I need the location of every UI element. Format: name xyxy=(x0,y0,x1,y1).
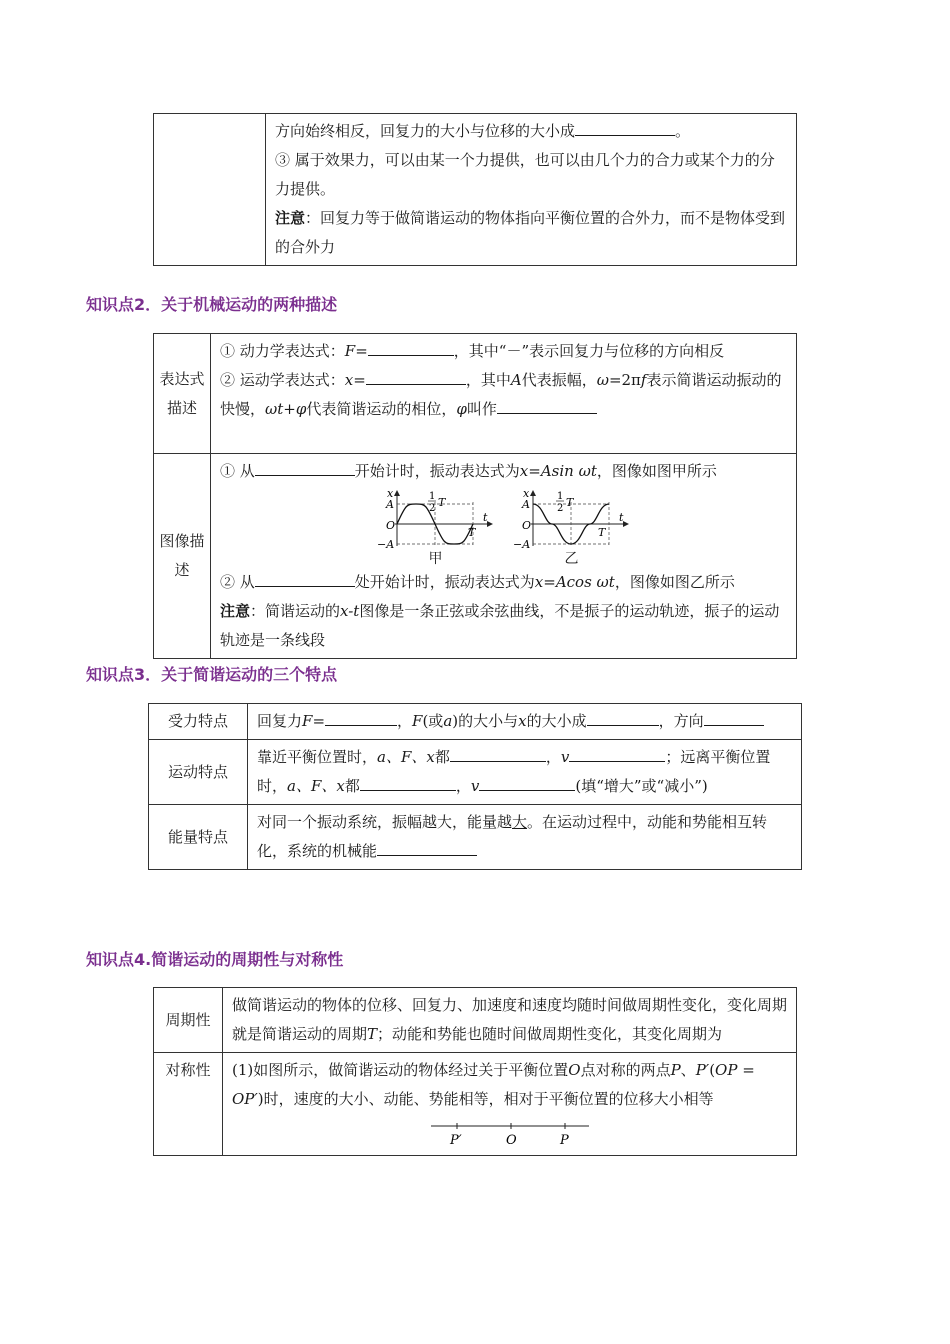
sin-expression: x=Asin ωt xyxy=(519,462,597,480)
kin-text: 叫作 xyxy=(466,400,497,418)
graph-yi xyxy=(513,488,631,568)
period-head xyxy=(154,988,223,1053)
kin-text: 表示简谐运动振动的快慢， xyxy=(220,371,782,418)
blank[interactable] xyxy=(368,339,454,356)
var-O: O xyxy=(568,1061,581,1079)
blank[interactable] xyxy=(255,570,355,587)
half-den: 2 xyxy=(428,503,435,514)
cos-expression: x=Acos ωt xyxy=(534,573,615,591)
note-text: 图像是一条正弦或余弦曲线，不是振子的运动轨迹，振子的运动轨迹是一条线段 xyxy=(220,602,780,649)
var-x: x xyxy=(344,371,354,389)
point-P: P xyxy=(559,1133,569,1148)
graph-line2: ② 从 xyxy=(220,573,255,591)
var-F: F xyxy=(344,342,356,360)
graph-line2: ，图像如图乙所示 xyxy=(614,573,735,591)
axis-t-label: t xyxy=(482,511,487,524)
graph-line1: ，图像如图甲所示 xyxy=(596,462,717,480)
var-v: v xyxy=(560,748,570,766)
caption-yi: 乙 xyxy=(564,551,579,567)
motion-text: ， xyxy=(455,777,471,795)
motion-head-label: 运动特点 xyxy=(167,762,228,781)
expression-head-label: 表达式描述 xyxy=(159,369,205,417)
eq-sign: = xyxy=(312,712,326,730)
symmetry-head xyxy=(154,1053,223,1156)
blank[interactable] xyxy=(360,774,456,791)
force-text: ，方向 xyxy=(658,712,704,730)
axis-t-label: t xyxy=(618,511,623,524)
force-text: ， xyxy=(397,712,413,730)
origin-label: O xyxy=(385,519,395,532)
motion-text: 都 xyxy=(344,777,360,795)
motion-head xyxy=(149,740,248,805)
var-phase: ωt+φ xyxy=(265,400,307,418)
var-v: v xyxy=(470,777,480,795)
blank[interactable] xyxy=(575,119,675,136)
force-text: (或 xyxy=(422,712,444,730)
graph-pair xyxy=(220,488,787,568)
caption-jia: 甲 xyxy=(428,551,443,567)
symmetry-text: (1)如图所示，做简谐运动的物体经过关于平衡位置 xyxy=(232,1061,569,1079)
top-table-head-cell xyxy=(154,114,266,266)
force-text: 的大小成 xyxy=(526,712,587,730)
amp-label: A xyxy=(385,498,394,511)
force-content xyxy=(248,704,802,740)
point-P-prime: P′ xyxy=(449,1133,462,1148)
section3-heading: 知识点3．关于简谐运动的三个特点 xyxy=(86,665,338,684)
expression-head xyxy=(154,334,211,454)
blank[interactable] xyxy=(450,745,546,762)
half-T: T xyxy=(565,496,573,509)
var-T: T xyxy=(367,1025,378,1043)
top-line1-end: 。 xyxy=(675,122,691,140)
axis-x-label: x xyxy=(522,488,529,500)
var-P-prime: P′ xyxy=(695,1061,710,1079)
period-text: 做简谐运动的物体的位移、回复力、加速度和速度均随时间做周期性变化，变化周期就是简谐运动的周期 xyxy=(232,996,788,1043)
kin-text: ，其中 xyxy=(465,371,511,389)
force-text: 回复力 xyxy=(257,712,303,730)
kin-text: 代表振幅， xyxy=(521,371,597,389)
energy-text: 。在运动过程中，动能和势能相互转化，系统的机械能 xyxy=(257,813,768,860)
symmetry-equation: OP = OP′ xyxy=(232,1061,755,1108)
blank[interactable] xyxy=(497,397,597,414)
vars: a、F、x xyxy=(287,777,345,795)
blank[interactable] xyxy=(325,709,397,726)
note-label: 注意 xyxy=(275,209,306,227)
motion-text: 都 xyxy=(434,748,450,766)
graph-jia xyxy=(377,488,495,568)
motion-text: ， xyxy=(545,748,561,766)
blank[interactable] xyxy=(366,368,466,385)
period-head-label: 周期性 xyxy=(165,1010,211,1029)
amp-label: A xyxy=(521,498,530,511)
graph-line1: ① 从 xyxy=(220,462,255,480)
period-text: ；动能和势能也随时间做周期性变化，其变化周期为 xyxy=(377,1025,723,1043)
kin-text: 代表简谐运动的相位， xyxy=(306,400,457,418)
motion-content xyxy=(248,740,802,805)
origin-label: O xyxy=(521,519,531,532)
blank[interactable] xyxy=(587,709,659,726)
section2-table xyxy=(153,333,797,659)
vars: a、F、x xyxy=(377,748,435,766)
var-phi: φ xyxy=(456,400,467,418)
blank[interactable] xyxy=(704,709,764,726)
section4-table xyxy=(153,987,797,1156)
half-T: T xyxy=(437,496,445,509)
var-A: A xyxy=(510,371,522,389)
var-P: P xyxy=(670,1061,681,1079)
top-item3: ③ 属于效果力，可以由某一个力提供，也可以由几个力的合力或某个力的分力提供。 xyxy=(275,151,775,198)
energy-underlined: 大 xyxy=(512,813,528,831)
symmetry-text: 、 xyxy=(680,1061,696,1079)
dyn-label: ① 动力学表达式： xyxy=(220,342,345,360)
expression-content xyxy=(211,334,797,454)
symmetry-text: 点对称的两点 xyxy=(580,1061,671,1079)
section4-heading: 知识点4.简谐运动的周期性与对称性 xyxy=(86,950,344,969)
var-f: f xyxy=(640,371,647,389)
symmetry-text: )时，速度的大小、动能、势能相等，相对于平衡位置的位移大小相等 xyxy=(257,1090,714,1108)
force-head xyxy=(149,704,248,740)
var-a: a xyxy=(443,712,453,730)
force-head-label: 受力特点 xyxy=(167,712,228,730)
note-text: ：回复力等于做简谐运动的物体指向平衡位置的合外力，而不是物体受到的合外力 xyxy=(275,209,786,256)
point-O: O xyxy=(505,1133,517,1148)
graph-content xyxy=(211,454,797,659)
section2-heading: 知识点2．关于机械运动的两种描述 xyxy=(86,295,338,314)
top-table-content-cell xyxy=(266,114,797,266)
section3-table xyxy=(148,703,802,870)
eq-sign: = xyxy=(355,342,368,360)
energy-head xyxy=(149,805,248,870)
var-F: F xyxy=(412,712,423,730)
symmetry-figure xyxy=(232,1114,787,1152)
half-den: 2 xyxy=(556,503,563,514)
graph-line2: 处开始计时，振动表达式为 xyxy=(354,573,535,591)
dyn-text: ，其中“－”表示回复力与位移的方向相反 xyxy=(453,342,725,360)
eq-sign: = xyxy=(353,371,366,389)
force-text: )的大小与 xyxy=(452,712,519,730)
kin-text: =2π xyxy=(608,371,641,389)
var-F: F xyxy=(302,712,313,730)
symmetry-content xyxy=(223,1053,797,1156)
energy-content xyxy=(248,805,802,870)
sine-graph xyxy=(377,488,495,550)
neg-amp-label: −A xyxy=(512,538,530,550)
half-num: 1 xyxy=(428,491,435,502)
graph-line1: 开始计时，振动表达式为 xyxy=(354,462,520,480)
graph-head-label: 图像描述 xyxy=(159,532,205,579)
blank[interactable] xyxy=(569,745,665,762)
symmetry-line-diagram xyxy=(425,1120,595,1150)
neg-amp-label: −A xyxy=(376,538,394,550)
top-line1: 方向始终相反，回复力的大小与位移的大小成 xyxy=(275,122,576,140)
energy-text: 对同一个振动系统，振幅越大，能量越 xyxy=(257,813,513,831)
blank[interactable] xyxy=(479,774,575,791)
graph-head xyxy=(154,454,211,659)
period-T: T xyxy=(597,526,605,539)
motion-text: ；远离平衡位置时， xyxy=(257,748,771,795)
motion-text: 靠近平衡位置时， xyxy=(257,748,378,766)
xt-label: x-t xyxy=(340,602,360,620)
var-omega: ω xyxy=(596,371,609,389)
blank[interactable] xyxy=(377,839,477,856)
var-x: x xyxy=(518,712,527,730)
period-content xyxy=(223,988,797,1053)
symmetry-head-label: 对称性 xyxy=(165,1061,211,1079)
note-text: ：简谐运动的 xyxy=(250,602,341,620)
period-T: T xyxy=(467,526,475,539)
kin-label: ② 运动学表达式： xyxy=(220,371,345,389)
energy-head-label: 能量特点 xyxy=(167,827,228,846)
motion-text: (填“增大”或“减小”) xyxy=(575,777,708,795)
cosine-graph xyxy=(513,488,631,550)
symmetry-text: ( xyxy=(709,1061,716,1079)
note-label: 注意 xyxy=(220,602,251,620)
half-num: 1 xyxy=(556,491,563,502)
axis-x-label: x xyxy=(386,488,393,500)
blank[interactable] xyxy=(255,459,355,476)
top-table xyxy=(153,113,797,266)
